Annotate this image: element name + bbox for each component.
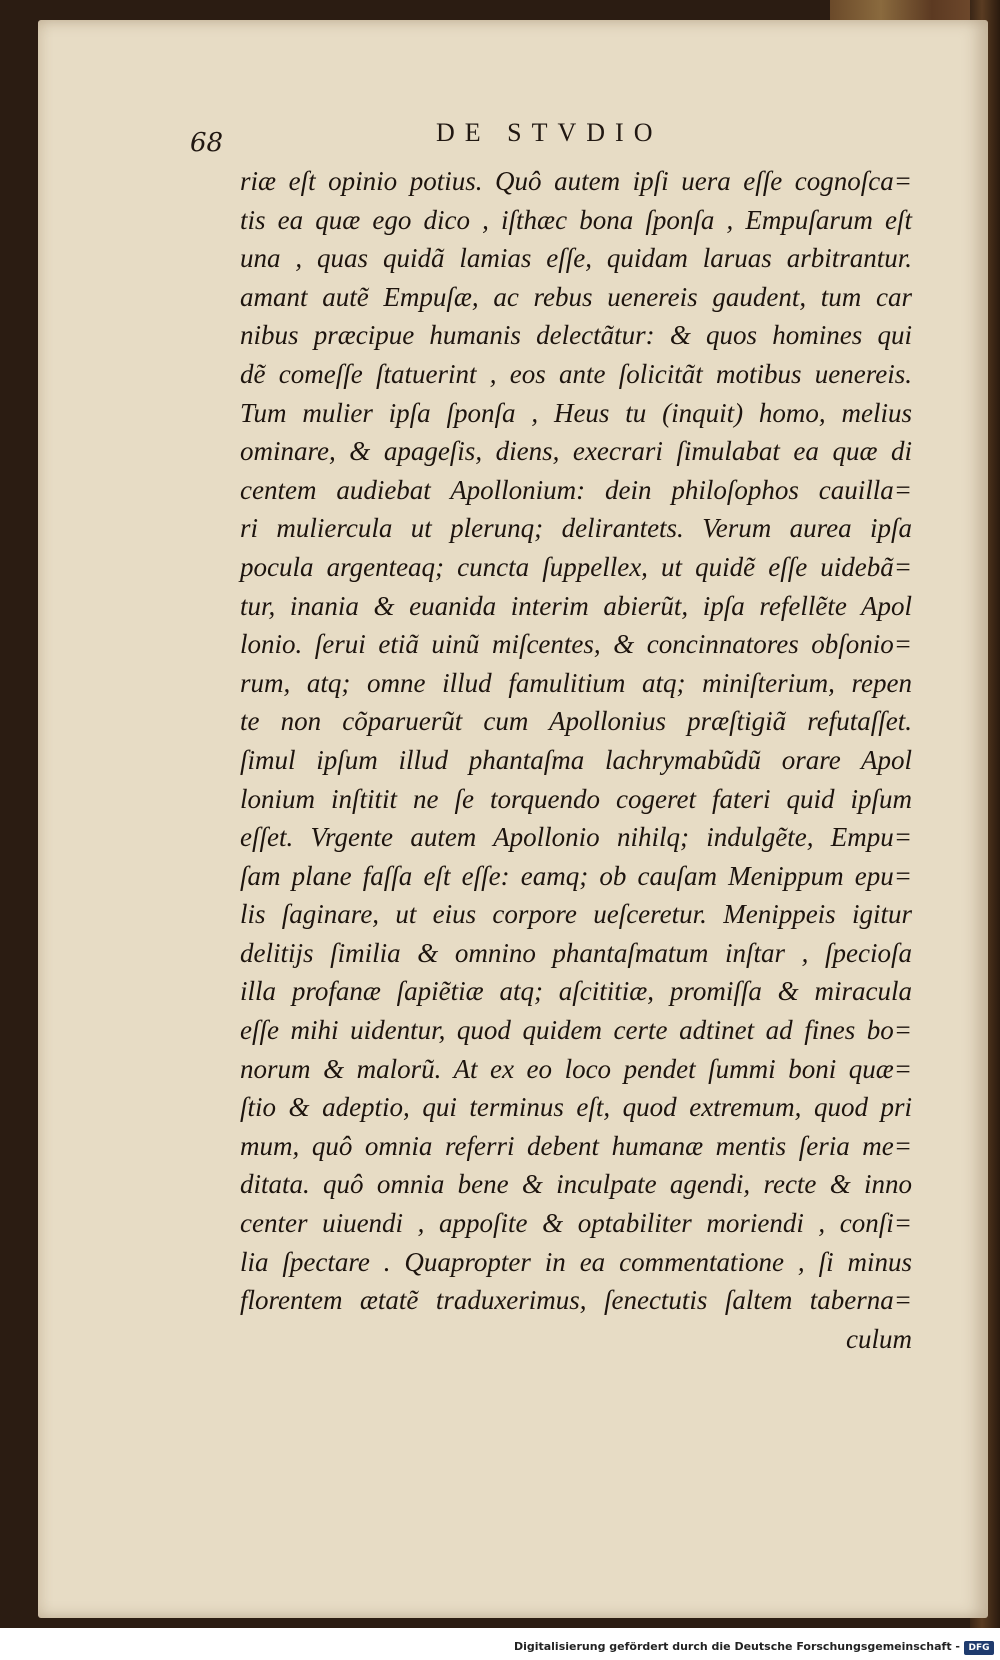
text-line: ſimul ipſum illud phantaſma lachrymabũdũ orare Apol: [240, 744, 912, 775]
text-line: norum & malorũ. At ex eo loco pendet ſummi boni quæ=: [240, 1053, 912, 1084]
text-line: culum: [846, 1323, 912, 1354]
footer-bar: [0, 1638, 1000, 1660]
text-line: illa profanæ ſapiẽtiæ atq; aſcititiæ, promiſſa & miracula: [240, 976, 912, 1007]
text-line: tur, inania & euanida interim abierũt, ipſa refellẽte Apol: [240, 590, 912, 621]
text-line: centem audiebat Apollonium: dein philoſophos cauilla=: [240, 474, 912, 505]
text-line: te non cõparuerũt cum Apollonius præſtigiã refutaſſet.: [240, 706, 912, 737]
text-line: ditata. quô omnia bene & inculpate agendi, recte & inno: [240, 1169, 912, 1200]
text-block: [240, 162, 912, 1358]
text-line: ſtio & adeptio, qui terminus eſt, quod extremum, quod pri: [240, 1092, 912, 1123]
dfg-logo: DFG: [964, 1641, 994, 1655]
text-line: lonium inſtitit ne ſe torquendo cogeret fateri quid ipſum: [240, 783, 912, 814]
text-line: pocula argenteaq; cuncta ſuppellex, ut quidẽ eſſe uidebã=: [240, 551, 912, 582]
text-line: lia ſpectare . Quapropter in ea commentatione , ſi minus: [240, 1246, 912, 1277]
page-number: 68: [190, 128, 224, 158]
text-line: center uiuendi , appoſite & optabiliter moriendi , conſi=: [240, 1208, 912, 1239]
text-line: lis ſaginare, ut eius corpore ueſceretur. Menippeis igitur: [240, 899, 912, 930]
text-line: riæ eſt opinio potius. Quô autem ipſi uera eſſe cognoſca=: [240, 166, 912, 196]
text-line: una , quas quidã lamias eſſe, quidam laruas arbitrantur.: [240, 243, 912, 274]
text-line: eſſe mihi uidentur, quod quidem certe adtinet ad fines bo=: [240, 1015, 912, 1046]
text-line: mum, quô omnia referri debent humanæ mentis ſeria me=: [240, 1130, 912, 1161]
text-line: tis ea quæ ego dico , iſthæc bona ſponſa , Empuſarum eſt: [240, 204, 912, 235]
text-line: ominare, & apageſis, diens, execrari ſimulabat ea quæ di: [240, 436, 912, 467]
text-line: florentem ætatẽ traduxerimus, ſenectutis ſaltem taberna=: [240, 1285, 912, 1316]
text-line: delitijs ſimilia & omnino phantaſmatum inſtar , ſpecioſa: [240, 937, 912, 968]
text-line: ſam plane faſſa eſt eſſe: eamq; ob cauſam Menippum epu=: [240, 860, 912, 891]
running-head: DE STVDIO: [436, 118, 663, 147]
funding-credit: Digitalisierung gefördert durch die Deutsche Forschungsgemeinschaft -: [513, 1640, 960, 1653]
text-line: ri muliercula ut plerunq; delirantets. Verum aurea ipſa: [240, 513, 912, 544]
text-line: lonio. ſerui etiã uinũ miſcentes, & concinnatores obſonio=: [240, 629, 912, 660]
text-line: eſſet. Vrgente autem Apollonio nihilq; indulgẽte, Empu=: [240, 822, 912, 853]
text-line: nibus præcipue humanis delectãtur: & quos homines qui: [240, 320, 912, 351]
text-line: amant autẽ Empuſæ, ac rebus uenereis gaudent, tum car: [240, 281, 912, 312]
text-line: Tum mulier ipſa ſponſa , Heus tu (inquit) homo, melius: [240, 397, 912, 428]
text-line: rum, atq; omne illud famulitium atq; miniſterium, repen: [240, 667, 912, 698]
text-line: dẽ comeſſe ſtatuerint , eos ante ſolicitãt motibus uenereis.: [240, 358, 912, 389]
